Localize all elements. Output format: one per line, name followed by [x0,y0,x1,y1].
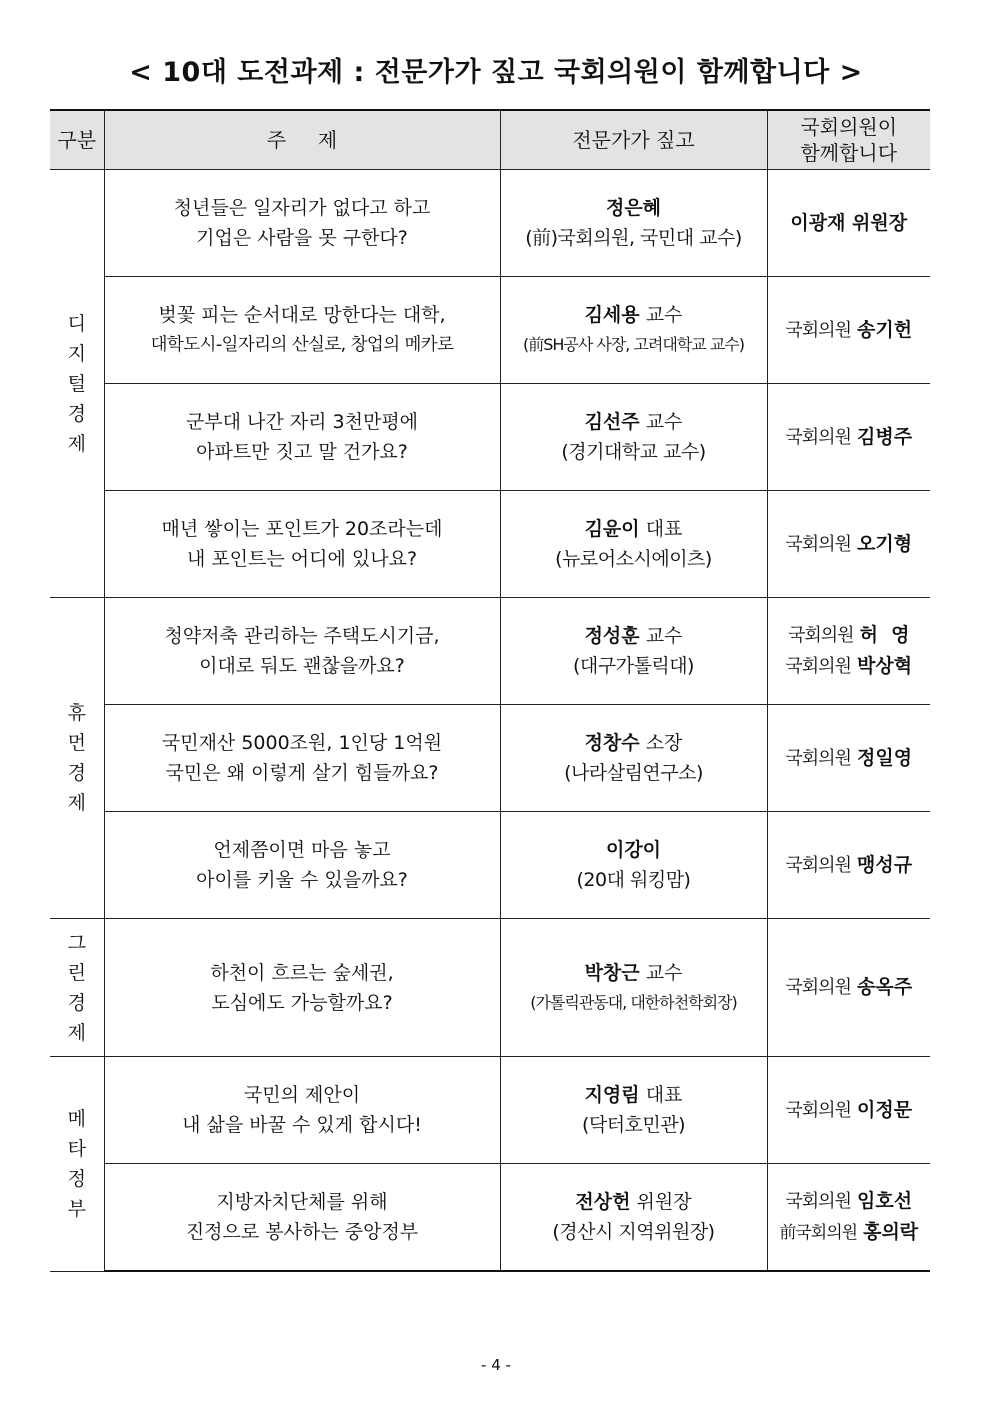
topic-line: 군부대 나간 자리 3천만평에 [185,411,419,433]
expert-cell [500,277,767,384]
topic-line: 국민재산 5000조원, 1인당 1억원 [161,732,443,754]
member-cell [767,598,930,705]
category-char: 정 [67,1167,86,1190]
topic-line: 아이를 키울 수 있을까요? [196,869,408,891]
category-char: 지 [67,342,86,365]
member-role: 국회의원 [785,426,851,448]
category-char: 휴 [67,702,86,724]
expert-affiliation: (나라살림연구소) [564,762,703,784]
topic-line: 국민은 왜 이렇게 살기 힘들까요? [165,762,439,784]
expert-name: 이강이 [605,839,662,861]
member-cell [767,1164,930,1272]
header-expert: 전문가가 짚고 [500,110,767,170]
member-name: 오기형 [857,532,913,555]
header-member [767,110,930,170]
table-row [50,491,930,598]
category-char: 린 [67,961,86,984]
expert-cell [500,170,767,277]
table-row [50,812,930,919]
expert-affiliation: (가톨릭관동대, 대한하천학회장) [530,992,737,1012]
expert-cell [500,491,767,598]
member-name: 김병주 [857,425,913,448]
topic-line: 청약저축 관리하는 주택도시기금, [164,625,440,647]
topic-line: 진정으로 봉사하는 중앙정부 [185,1221,419,1243]
expert-name: 박창근 [584,961,640,984]
topic-line: 벚꽃 피는 순서대로 망한다는 대학, [158,304,446,326]
table-row [50,1057,930,1164]
expert-name: 정은혜 [605,197,662,219]
page-number: - 4 - [481,1356,511,1374]
expert-cell [500,384,767,491]
member-role: 국회의원 [785,1191,851,1212]
expert-title: 대표 [645,518,683,540]
expert-title: 대표 [645,1084,683,1106]
topic-cell [104,812,500,919]
category-char: 털 [67,372,86,395]
member-name: 이정문 [857,1098,913,1121]
member-role: 국회의원 [785,1099,851,1121]
header-member-line1: 국회의원이 [800,115,898,139]
category-char: 부 [67,1197,86,1220]
topic-cell [104,170,500,277]
member-cell [767,384,930,491]
member-name: 정일영 [857,746,913,769]
category-green-economy [50,919,104,1057]
table-row [50,170,930,277]
category-char: 제 [67,792,86,814]
expert-affiliation: (대구가톨릭대) [573,655,694,677]
member-role: 前국회의원 [779,1223,858,1243]
topic-line: 하천이 흐르는 숲세권, [210,961,394,984]
expert-title: 교수 [645,304,683,326]
category-char: 경 [67,991,86,1014]
member-cell [767,1057,930,1164]
page-title: < 10대 도전과제 : 전문가가 짚고 국회의원이 함께합니다 > [129,57,863,88]
topic-cell [104,277,500,384]
expert-cell [500,812,767,919]
topic-line: 이대로 둬도 괜찮을까요? [199,655,405,677]
member-name: 박상혁 [857,655,913,677]
table-row [50,705,930,812]
expert-affiliation: (뉴로어소시에이츠) [555,548,712,570]
category-human-economy [50,598,104,919]
member-role: 국회의원 [785,533,851,555]
member-role: 국회의원 [785,977,851,998]
expert-cell [500,1057,767,1164]
category-char: 제 [67,1021,86,1044]
expert-name: 김세용 [584,304,640,326]
topic-cell [104,384,500,491]
member-cell [767,812,930,919]
expert-cell [500,598,767,705]
member-name: 이광재 위원장 [790,212,908,234]
member-name: 맹성규 [857,853,913,876]
topic-cell [104,1164,500,1272]
category-char: 경 [67,402,86,425]
challenge-table [50,109,930,1272]
topic-line: 대학도시-일자리의 산실로, 창업의 메카로 [150,335,454,355]
topic-line: 청년들은 일자리가 없다고 하고 [173,197,431,219]
category-char: 먼 [67,732,86,754]
member-role: 국회의원 [785,319,851,341]
topic-line: 내 삶을 바꿀 수 있게 합시다! [182,1114,422,1136]
expert-name: 정성훈 [584,625,640,647]
topic-line: 내 포인트는 어디에 있나요? [186,548,418,570]
category-char: 타 [67,1137,86,1160]
category-char: 메 [67,1107,86,1130]
topic-line: 지방자치단체를 위해 [216,1191,388,1213]
expert-title: 교수 [645,961,683,984]
table-header-row [50,110,930,170]
table-row [50,919,930,1057]
table-row [50,1164,930,1272]
member-name: 허 영 [859,624,910,646]
member-role: 국회의원 [785,854,851,876]
topic-line: 국민의 제안이 [243,1084,361,1106]
topic-cell [104,705,500,812]
topic-line: 도심에도 가능할까요? [211,991,393,1014]
member-name: 홍의락 [863,1221,919,1243]
topic-cell [104,1057,500,1164]
header-category: 구분 [50,110,104,170]
expert-cell [500,1164,767,1272]
category-digital-economy [50,170,104,598]
member-name: 송옥주 [857,976,913,998]
topic-line: 매년 쌓이는 포인트가 20조라는데 [161,518,443,540]
table-row [50,384,930,491]
header-member-line2: 함께합니다 [800,141,898,165]
expert-title: 교수 [645,411,683,433]
table-row [50,598,930,705]
table-row [50,277,930,384]
expert-cell [500,705,767,812]
member-role: 국회의원 [785,747,851,769]
category-meta-government [50,1057,104,1272]
member-name: 임호선 [857,1190,913,1212]
member-cell [767,491,930,598]
expert-affiliation: (前)국회의원, 국민대 교수) [525,227,742,249]
topic-cell [104,598,500,705]
topic-line: 언제쯤이면 마음 놓고 [213,839,391,861]
category-char: 경 [67,762,86,784]
category-char: 디 [67,312,86,335]
expert-affiliation: (경산시 지역위원장) [552,1221,715,1243]
member-cell [767,170,930,277]
topic-line: 기업은 사람을 못 구한다? [196,227,408,249]
expert-affiliation: (닥터호민관) [581,1114,686,1136]
expert-name: 김선주 [584,411,640,433]
category-char: 제 [67,432,86,455]
category-char: 그 [67,931,86,954]
member-cell [767,277,930,384]
expert-name: 정창수 [584,732,640,754]
expert-name: 전상헌 [575,1191,631,1213]
topic-line: 아파트만 짓고 말 건가요? [196,441,408,463]
topic-cell [104,491,500,598]
member-cell [767,919,930,1057]
member-cell [767,705,930,812]
expert-name: 김윤이 [584,518,640,540]
expert-name: 지영림 [584,1084,640,1106]
member-role: 국회의원 [785,656,851,677]
expert-affiliation: (20대 워킹맘) [576,869,691,891]
member-name: 송기헌 [857,318,913,341]
expert-cell [500,919,767,1057]
expert-title: 교수 [645,625,683,647]
expert-title: 소장 [645,732,683,754]
expert-affiliation: (경기대학교 교수) [561,441,706,463]
expert-title: 위원장 [636,1191,692,1213]
member-role: 국회의원 [787,625,854,646]
expert-affiliation: (前SH공사 사장, 고려대학교 교수) [522,335,745,354]
header-topic: 주 제 [104,110,500,170]
topic-cell [104,919,500,1057]
